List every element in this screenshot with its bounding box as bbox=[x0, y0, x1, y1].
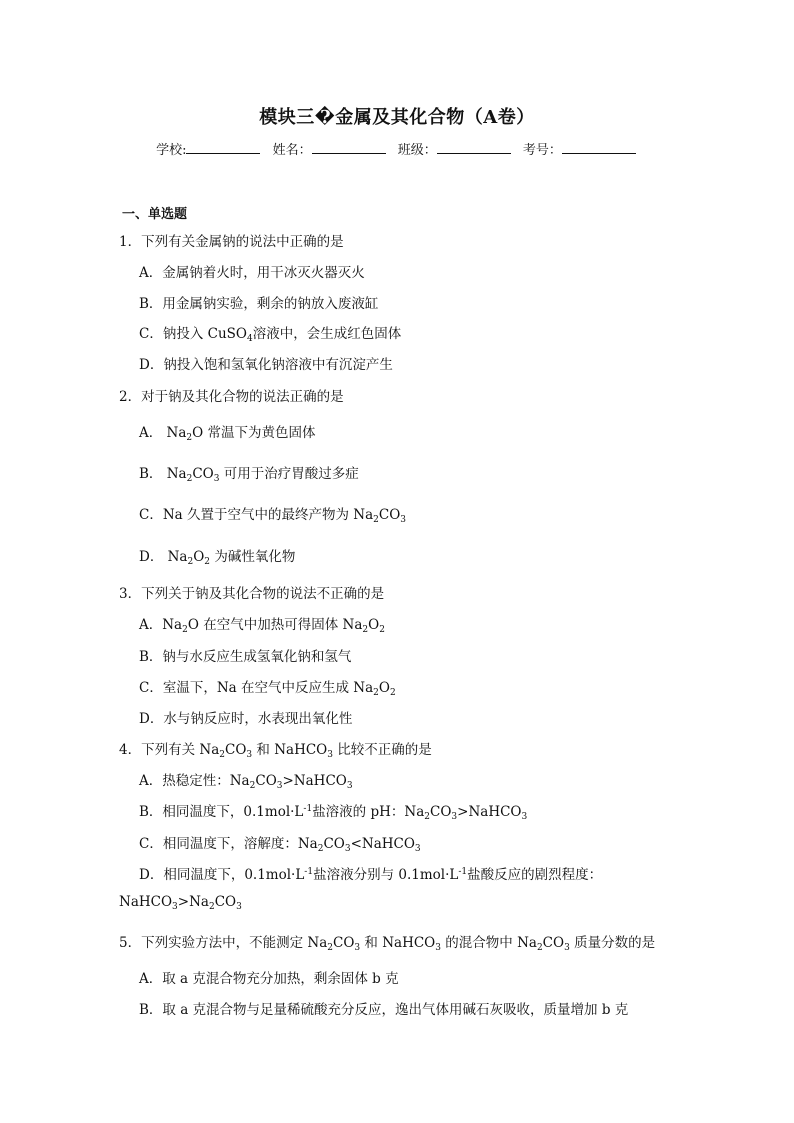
question-4-option-c: C．相同温度下，溶解度：$Na_2CO_3<NaHCO_3$ bbox=[139, 836, 421, 854]
question-2-option-a: A． $Na_2O$ 常温下为黄色固体 bbox=[139, 425, 316, 443]
question-4-stem: 4．下列有关 $Na_2CO_3$ 和 NaHCO$_3$ 比较不正确的是 bbox=[119, 742, 432, 760]
name-field[interactable] bbox=[312, 141, 386, 154]
name-label: 姓名： bbox=[272, 143, 312, 158]
question-2-stem: 2．对于钠及其化合物的说法正确的是 bbox=[119, 389, 344, 405]
question-5-option-a: A．取 a 克混合物充分加热，剩余固体 b 克 bbox=[139, 971, 399, 987]
exam-no-label: 考号： bbox=[522, 143, 562, 158]
question-3-stem: 3．下列关于钠及其化合物的说法不正确的是 bbox=[119, 586, 385, 602]
question-3-option-a: A．$Na_2O$ 在空气中加热可得固体 $Na_2O_2$ bbox=[139, 617, 385, 635]
class-field[interactable] bbox=[437, 141, 511, 154]
question-2-option-b: B． $Na_2CO_3$ 可用于治疗胃酸过多症 bbox=[139, 466, 359, 484]
question-4-option-d: D．相同温度下，$0.1mol\cdot L^{-1}$盐溶液分别与 $0.1mol\cdot L^{-1}$盐酸反应的剧烈程度： bbox=[139, 867, 603, 883]
question-2-option-c: C．Na 久置于空气中的最终产物为 $Na_2CO_3$ bbox=[139, 507, 407, 525]
question-1-option-c: C．钠投入 CuSO$_4$溶液中，会生成红色固体 bbox=[139, 326, 402, 344]
question-5-stem: 5．下列实验方法中，不能测定 $Na_2CO_3$ 和 NaHCO$_3$ 的混合物中 $Na_2CO_3$ 质量分数的是 bbox=[119, 935, 656, 953]
question-4-option-d-continued: $NaHCO_3>Na_2CO_3$ bbox=[119, 894, 242, 912]
question-3-option-d: D．水与钠反应时，水表现出氧化性 bbox=[139, 711, 353, 727]
question-1-option-a: A．金属钠着火时，用干冰灭火器灭火 bbox=[139, 265, 365, 281]
question-3-option-c: C．室温下，Na 在空气中反应生成 $Na_2O_2$ bbox=[139, 680, 396, 698]
question-1-option-d: D．钠投入饱和氢氧化钠溶液中有沉淀产生 bbox=[139, 357, 393, 373]
page-title: 模块三�金属及其化合物（A卷） bbox=[259, 107, 535, 128]
student-info-line bbox=[0, 139, 794, 158]
school-label: 学校: bbox=[156, 143, 187, 158]
question-2-option-d: D． $Na_2O_2$ 为碱性氧化物 bbox=[139, 549, 296, 567]
class-label: 班级： bbox=[397, 143, 437, 158]
question-4-option-a: A．热稳定性：$Na_2CO_3>NaHCO_3$ bbox=[139, 773, 353, 791]
question-1-option-b: B．用金属钠实验，剩余的钠放入废液缸 bbox=[139, 296, 379, 312]
school-field[interactable] bbox=[186, 141, 260, 154]
question-3-option-b: B．钠与水反应生成氢氧化钠和氢气 bbox=[139, 649, 352, 665]
exam-no-field[interactable] bbox=[562, 141, 636, 154]
section-title: 一、单选题 bbox=[122, 207, 188, 222]
question-5-option-b: B．取 a 克混合物与足量稀硫酸充分反应，逸出气体用碱石灰吸收，质量增加 b 克 bbox=[139, 1002, 629, 1018]
question-4-option-b: B．相同温度下，$0.1mol\cdot L^{-1}$盐溶液的 pH：$Na_2CO_3>NaHCO_3$ bbox=[139, 804, 528, 822]
question-1-stem: 1．下列有关金属钠的说法中正确的是 bbox=[119, 234, 344, 250]
